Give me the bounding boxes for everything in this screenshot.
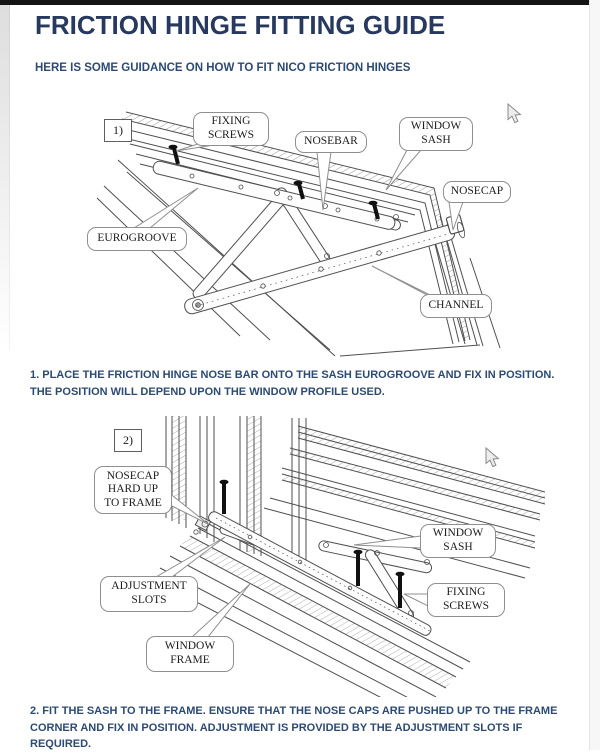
step-1-caption: 1. PLACE THE FRICTION HINGE NOSE BAR ONTO THE SASH EUROGROOVE AND FIX IN POSITION. THE POSITION WILL DEPEND UPON THE WINDOW PROFILE USED. — [30, 369, 555, 398]
step-2-caption: 2. FIT THE SASH TO THE FRAME. ENSURE THAT THE NOSE CAPS ARE PUSHED UP TO THE FRAME CORNER AND FIX IN POSITION. ADJUSTMENT IS PROVIDED BY THE ADJUSTMENT SLOTS IF REQUIRED. — [30, 705, 558, 750]
callout-nosecap-hard-up-to-frame: NOSECAP HARD UP TO FRAME — [94, 466, 172, 514]
callout-adjustment-slots: ADJUSTMENT SLOTS — [100, 576, 198, 612]
mouse-cursor-icon — [508, 104, 520, 123]
figure-2-diagram — [0, 412, 600, 697]
figure-2-number: 2) — [114, 429, 142, 452]
page-title: FRICTION HINGE FITTING GUIDE — [35, 10, 446, 40]
callout-channel: CHANNEL — [420, 294, 492, 318]
page-subtitle: HERE IS SOME GUIDANCE ON HOW TO FIT NICO FRICTION HINGES — [35, 62, 411, 74]
callout-window-sash: WINDOW SASH — [399, 117, 473, 151]
figure-1-number: 1) — [104, 119, 132, 142]
callout-fixing-screws: FIXING SCREWS — [427, 583, 505, 617]
callout-window-sash: WINDOW SASH — [420, 524, 496, 558]
callout-nosecap: NOSECAP — [443, 181, 511, 203]
callout-eurogroove: EUROGROOVE — [87, 227, 187, 251]
callout-fixing-screws: FIXING SCREWS — [193, 112, 269, 146]
mouse-cursor-icon — [486, 448, 498, 467]
callout-nosebar: NOSEBAR — [295, 131, 367, 153]
friction-hinge-art — [152, 160, 464, 315]
callout-window-frame: WINDOW FRAME — [146, 636, 234, 672]
top-bar — [0, 0, 600, 5]
